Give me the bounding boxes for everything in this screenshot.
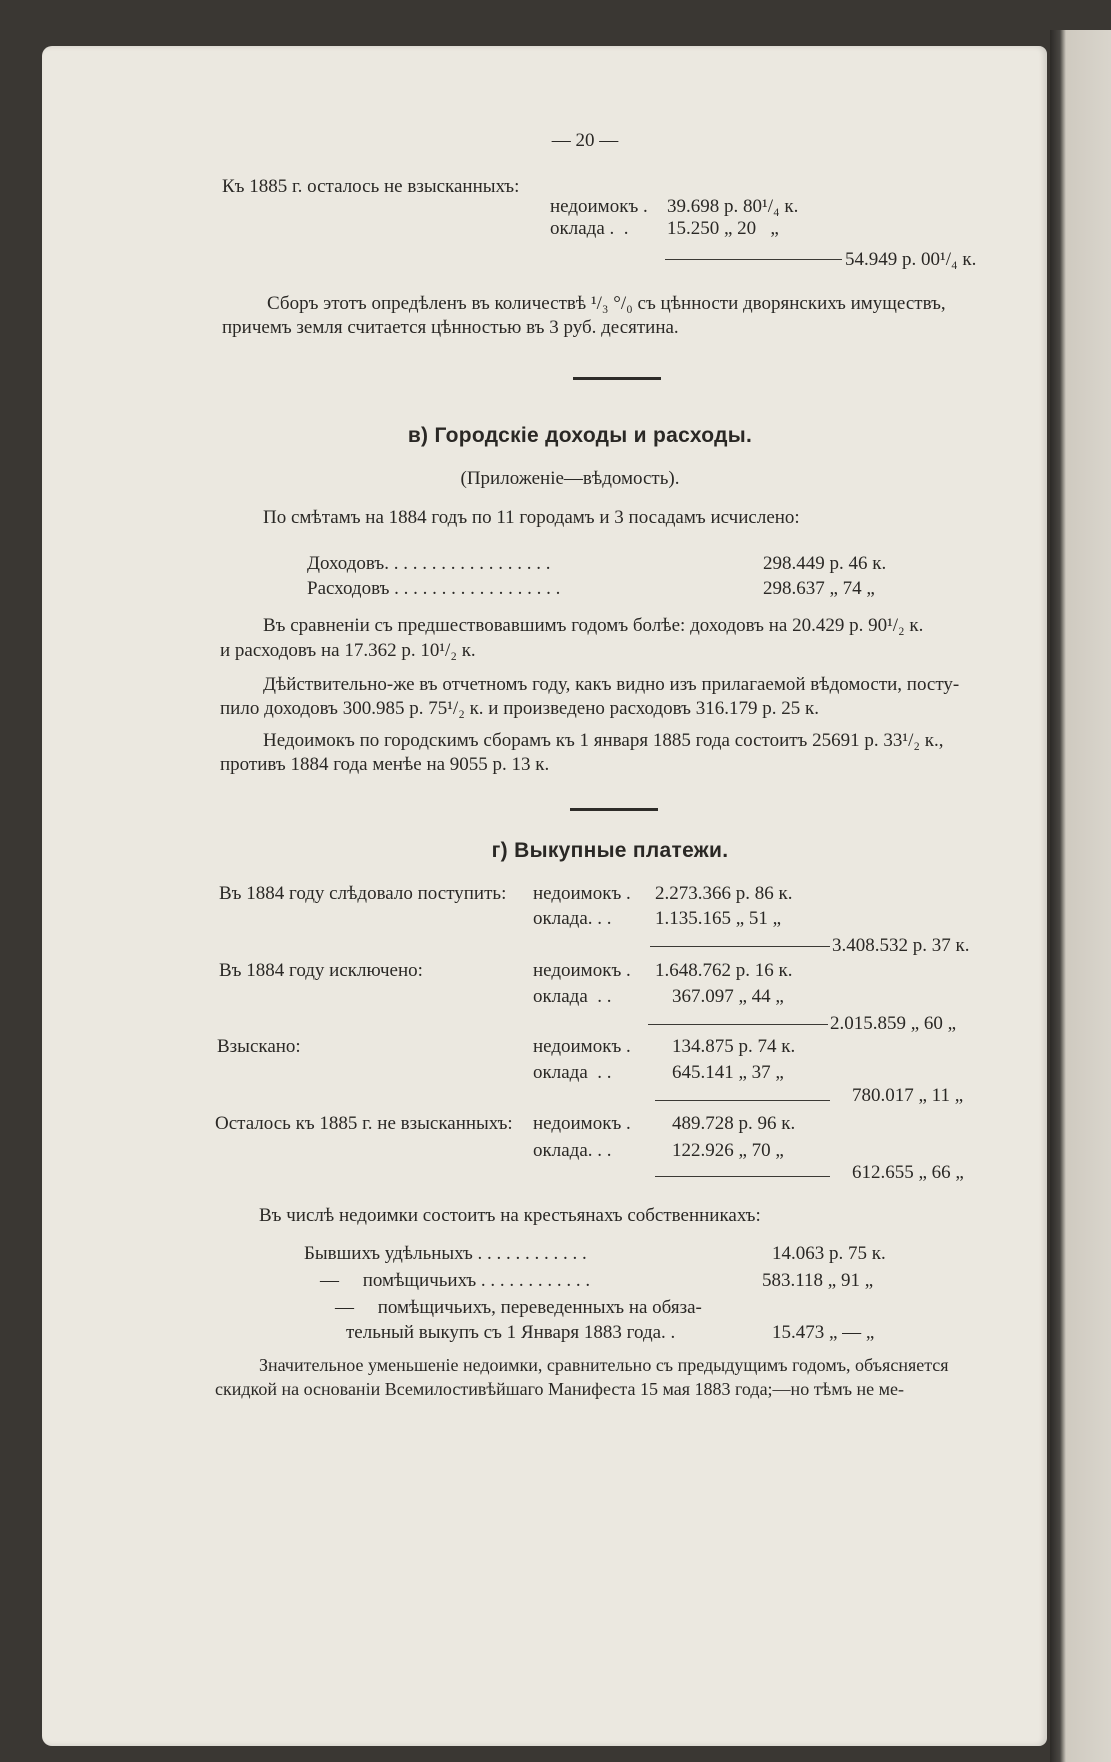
top-total: 54.949 р. 00¹/₄ к. xyxy=(845,249,977,270)
v-para2-line-2: пило доходовъ 300.985 р. 75¹/₂ к. и произведено расходовъ 316.179 р. 25 к. xyxy=(220,698,819,719)
g1-label: Въ 1884 году слѣдовало поступить: xyxy=(219,883,507,904)
page-number: — 20 — xyxy=(551,130,619,151)
g3-r2-amount: 645.141 „ 37 „ xyxy=(672,1062,784,1083)
g2-total: 2.015.859 „ 60 „ xyxy=(830,1013,957,1034)
g3-r1-amount: 134.875 р. 74 к. xyxy=(672,1036,796,1057)
income-label: Доходовъ. . . . . . . . . . . . . . . . . . xyxy=(307,553,551,574)
peasants-row-4-amount: 15.473 „ — „ xyxy=(772,1322,875,1343)
v-para3-line-2: противъ 1884 года менѣе на 9055 р. 13 к. xyxy=(220,754,550,775)
peasants-row-2-label: — помѣщичьихъ . . . . . . . . . . . . xyxy=(320,1270,591,1291)
g1-total: 3.408.532 р. 37 к. xyxy=(832,935,970,956)
g4-r1-label: недоимокъ . xyxy=(533,1113,631,1134)
g2-r1-label: недоимокъ . xyxy=(533,960,631,981)
top-sum-rule xyxy=(665,259,842,260)
section-divider-1 xyxy=(573,377,661,380)
v-para3-line-1: Недоимокъ по городскимъ сборамъ къ 1 января 1885 года состоитъ 25691 р. 33¹/₂ к., xyxy=(263,730,944,751)
g4-rule xyxy=(655,1176,830,1177)
section-divider-2 xyxy=(570,808,658,811)
peasants-row-1-amount: 14.063 р. 75 к. xyxy=(772,1243,886,1264)
peasants-row-2-amount: 583.118 „ 91 „ xyxy=(762,1270,874,1291)
v-para1-line-2: и расходовъ на 17.362 р. 10¹/₂ к. xyxy=(220,640,476,661)
g4-r1-amount: 489.728 р. 96 к. xyxy=(672,1113,796,1134)
next-page-edge xyxy=(1050,30,1111,1762)
section-v-intro: По смѣтамъ на 1884 годъ по 11 городамъ и 3 посадамъ исчислено: xyxy=(263,507,800,528)
top-intro: Къ 1885 г. осталось не взысканныхъ: xyxy=(222,176,520,197)
top-row-2-amount: 15.250 „ 20 „ xyxy=(667,218,779,239)
final-para-line-1: Значительное уменьшеніе недоимки, сравнительно съ предыдущимъ годомъ, объясняется xyxy=(259,1355,949,1375)
v-para1-line-1: Въ сравненіи съ предшествовавшимъ годомъ болѣе: доходовъ на 20.429 р. 90¹/₂ к. xyxy=(263,615,924,636)
peasants-intro: Въ числѣ недоимки состоитъ на крестьянахъ собственникахъ: xyxy=(259,1205,761,1226)
g4-label: Осталось къ 1885 г. не взысканныхъ: xyxy=(215,1113,513,1134)
g1-r1-label: недоимокъ . xyxy=(533,883,631,904)
g2-r2-label: оклада . . xyxy=(533,986,612,1007)
section-v-subtitle: (Приложеніе—вѣдомость). xyxy=(460,468,680,489)
g1-rule xyxy=(650,946,830,947)
top-para-line-2: причемъ земля считается цѣнностью въ 3 руб. десятина. xyxy=(222,317,679,338)
peasants-row-3-label: — помѣщичьихъ, переведенныхъ на обяза- xyxy=(335,1297,702,1318)
g2-rule xyxy=(648,1024,828,1025)
g2-r1-amount: 1.648.762 р. 16 к. xyxy=(655,960,793,981)
g1-r1-amount: 2.273.366 р. 86 к. xyxy=(655,883,793,904)
expense-amount: 298.637 „ 74 „ xyxy=(763,578,875,599)
g2-r2-amount: 367.097 „ 44 „ xyxy=(672,986,784,1007)
v-para2-line-1: Дѣйствительно-же въ отчетномъ году, какъ видно изъ прилагаемой вѣдомости, посту- xyxy=(263,674,960,695)
section-g-title: г) Выкупные платежи. xyxy=(491,839,729,862)
top-row-1-label: недоимокъ . xyxy=(550,196,648,217)
peasants-row-4-label: тельный выкупъ съ 1 Января 1883 года. . xyxy=(346,1322,676,1343)
g4-r2-label: оклада. . . xyxy=(533,1140,612,1161)
g3-r1-label: недоимокъ . xyxy=(533,1036,631,1057)
final-para-line-2: скидкой на основаніи Всемилостивѣйшаго Манифеста 15 мая 1883 года;—но тѣмъ не ме- xyxy=(215,1379,905,1399)
top-row-1-amount: 39.698 р. 80¹/₄ к. xyxy=(667,196,799,217)
g1-r2-amount: 1.135.165 „ 51 „ xyxy=(655,908,782,929)
g4-r2-amount: 122.926 „ 70 „ xyxy=(672,1140,784,1161)
g1-r2-label: оклада. . . xyxy=(533,908,612,929)
g2-label: Въ 1884 году исключено: xyxy=(219,960,423,981)
peasants-row-1-label: Бывшихъ удѣльныхъ . . . . . . . . . . . . xyxy=(304,1243,587,1264)
expense-label: Расходовъ . . . . . . . . . . . . . . . . . . xyxy=(307,578,561,599)
g4-total: 612.655 „ 66 „ xyxy=(852,1162,964,1183)
g3-label: Взыскано: xyxy=(217,1036,301,1057)
g3-r2-label: оклада . . xyxy=(533,1062,612,1083)
top-para-line-1: Сборъ этотъ опредѣленъ въ количествѣ ¹/₃ °/₀ съ цѣнности дворянскихъ имуществъ, xyxy=(267,293,946,314)
income-amount: 298.449 р. 46 к. xyxy=(763,553,887,574)
g3-total: 780.017 „ 11 „ xyxy=(852,1085,964,1106)
g3-rule xyxy=(655,1100,830,1101)
section-v-title: в) Городскіе доходы и расходы. xyxy=(407,424,753,447)
top-row-2-label: оклада . . xyxy=(550,218,629,239)
